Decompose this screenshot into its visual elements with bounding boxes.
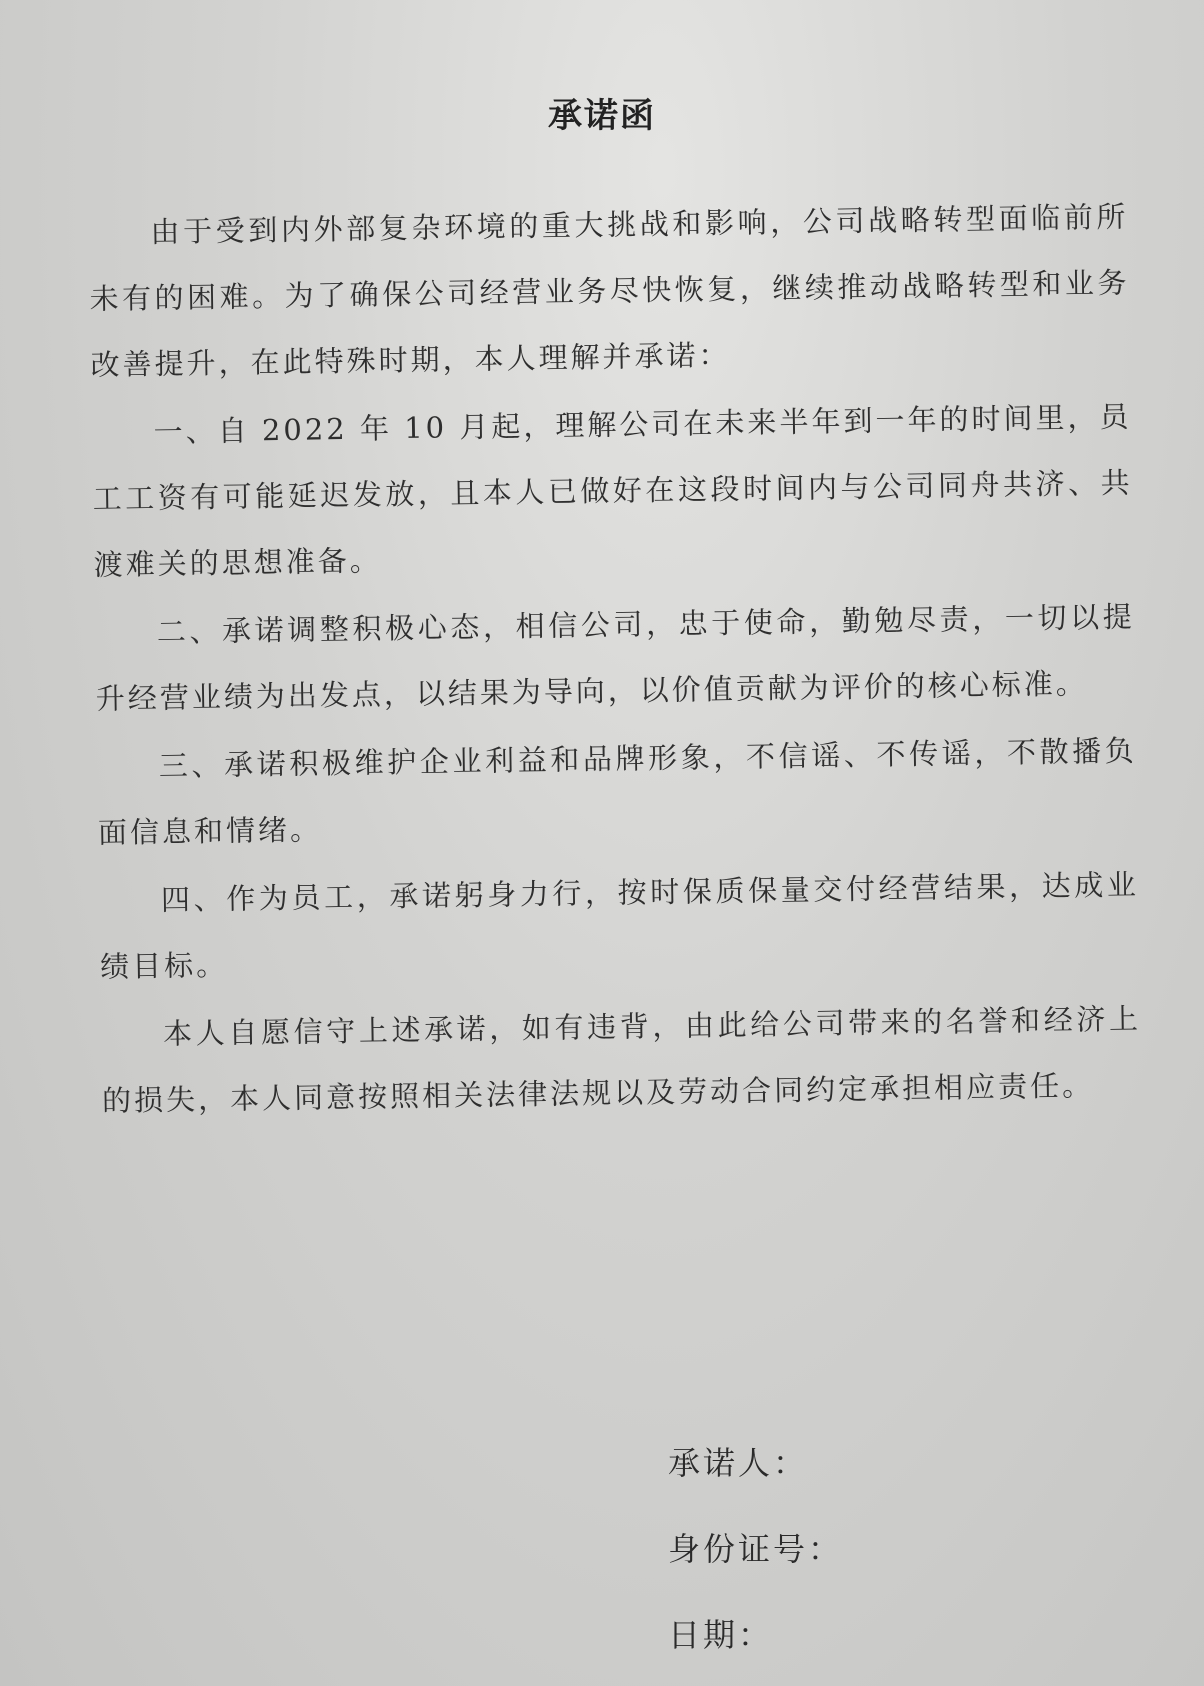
id-number-label: 身份证号： [668,1530,844,1568]
document-title: 承诺函 [548,96,656,136]
clause-3-paragraph: 三、承诺积极维护企业利益和品牌形象，不信谣、不传谣，不散播负面信息和情绪。 [97,733,1138,850]
clause-4-paragraph: 四、作为员工，承诺躬身力行，按时保质保量交付经营结果，达成业绩目标。 [99,867,1140,984]
liability-paragraph: 本人自愿信守上述承诺，如有违背，由此给公司带来的名誉和经济上的损失，本人同意按照相关法律法规以及劳动合同约定承担相应责任。 [101,1001,1142,1118]
clause-1-paragraph: 一、自 2022 年 10 月起，理解公司在未来半年到一年的时间里，员工工资有可能延迟发放，且本人已做好在这段时间内与公司同舟共济、共渡难关的思想准备。 [92,399,1133,582]
signature-block [668,1420,843,1678]
promisor-label: 承诺人： [668,1444,809,1482]
intro-paragraph: 由于受到内外部复杂环境的重大挑战和影响，公司战略转型面临前所未有的困难。为了确保公司经营业务尽快恢复，继续推动战略转型和业务改善提升，在此特殊时期，本人理解并承诺： [89,199,1130,382]
clause-2-paragraph: 二、承诺调整积极心态，相信公司，忠于使命，勤勉尽责，一切以提升经营业绩为出发点，以结果为导向，以价值贡献为评价的核心标准。 [95,599,1135,716]
date-label: 日期： [668,1616,774,1654]
document-body [88,184,1143,1134]
